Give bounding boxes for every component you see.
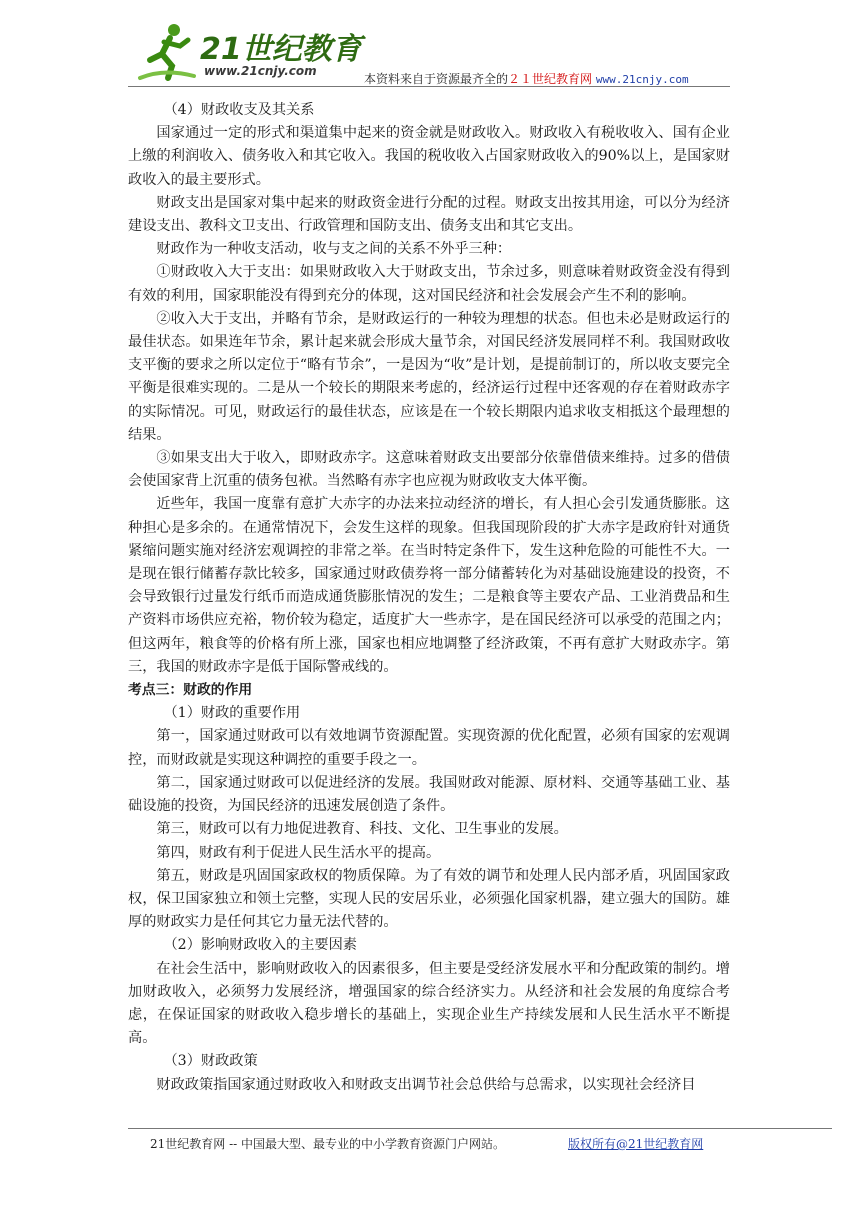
paragraph: 财政支出是国家对集中起来的财政资金进行分配的过程。财政支出按其用途，可以分为经济建设支出、教科文卫支出、行政管理和国防支出、债务支出和其它支出。 bbox=[128, 194, 730, 235]
paragraph: ②收入大于支出，并略有节余，是财政运行的一种较为理想的状态。但也未必是财政运行的最佳状态。如果连年节余，累计起来就会形成大量节余，对国民经济发展同样不利。我国财政收支平衡的要求之所以定位于“略有节余”，一是因为“收”是计划，是提前制订的，所以收支要完全平衡是很难实现的。二是从一个较长的期限来考虑的，经济运行过程中还客观的存在着财政赤字的实际情况。可见，财政运行的最佳状态，应该是在一个较长期限内追求收支相抵这个最理想的结果。 bbox=[128, 310, 730, 443]
header-note-site-name[interactable]: ２１世纪教育网 bbox=[508, 72, 593, 86]
paragraph: 近些年，我国一度靠有意扩大赤字的办法来拉动经济的增长，有人担心会引发通货膨胀。这种担心是多余的。在通常情况下，会发生这样的现象。但我国现阶段的扩大赤字是政府针对通货紧缩问题实施对经济宏观调控的非常之举。在当时特定条件下，发生这种危险的可能性不大。一是现在银行储蓄存款比较多，国家通过财政债券将一部分储蓄转化为对基础设施建设的投资，不会导致银行过量发行纸币而造成通货膨胀情况的发生；二是粮食等主要农产品、工业消费品和生产资料市场供应充裕，物价较为稳定，适度扩大一些赤字，是在国民经济可以承受的范围之内；但这两年，粮食等的价格有所上涨，国家也相应地调整了经济政策，不再有意扩大财政赤字。第三，我国的财政赤字是低于国际警戒线的。 bbox=[128, 496, 730, 675]
subsection-heading: （1）财政的重要作用 bbox=[163, 705, 301, 722]
paragraph: 第三，财政可以有力地促进教育、科技、文化、卫生事业的发展。 bbox=[156, 821, 568, 838]
paragraph: 第四，财政有利于促进人民生活水平的提高。 bbox=[156, 844, 441, 861]
paragraph: 财政作为一种收支活动，收与支之间的关系不外乎三种： bbox=[156, 241, 512, 258]
site-logo[interactable] bbox=[134, 18, 364, 88]
header-note-url[interactable]: www.21cnjy.com bbox=[595, 73, 689, 86]
paragraph: ③如果支出大于收入，即财政赤字。这意味着财政支出要部分依靠借债来维持。过多的借债会使国家背上沉重的债务包袱。当然略有赤字也应视为财政收支大体平衡。 bbox=[128, 450, 730, 490]
paragraph: 国家通过一定的形式和渠道集中起来的资金就是财政收入。财政收入有税收收入、国有企业上缴的利润收入、债务收入和其它收入。我国的税收收入占国家财政收入的90%以上，是国家财政收入的最主要形式。 bbox=[128, 125, 730, 188]
footer-text: 21世纪教育网 -- 中国最大型、最专业的中小学教育资源门户网站。 bbox=[150, 1137, 506, 1151]
paragraph: 财政政策指国家通过财政收入和财政支出调节社会总供给与总需求，以实现社会经济目 bbox=[156, 1076, 696, 1093]
document-body bbox=[128, 99, 730, 1097]
header-note-prefix: 本资料来自于资源最齐全的 bbox=[364, 72, 509, 86]
running-figure-icon bbox=[134, 20, 198, 84]
paragraph: ①财政收入大于支出：如果财政收入大于财政支出，节余过多，则意味着财政资金没有得到有效的利用，国家职能没有得到充分的体现，这对国民经济和社会发展会产生不利的影响。 bbox=[128, 264, 730, 304]
header-divider bbox=[128, 86, 730, 87]
paragraph: 第二，国家通过财政可以促进经济的发展。我国财政对能源、原材料、交通等基础工业、基础设施的投资，为国民经济的迅速发展创造了条件。 bbox=[128, 774, 730, 815]
subsection-heading: （3）财政政策 bbox=[163, 1053, 258, 1070]
paragraph: 在社会生活中，影响财政收入的因素很多，但主要是受经济发展水平和分配政策的制约。增加财政收入，必须努力发展经济，增强国家的综合经济实力。从经济和社会发展的角度综合考虑，在保证国家的财政收入稳步增长的基础上，实现企业生产持续发展和人民生活水平不断提高。 bbox=[128, 960, 730, 1047]
footer-divider bbox=[128, 1128, 832, 1129]
logo-title: 21世纪教育 bbox=[200, 32, 362, 67]
header-note bbox=[364, 70, 689, 87]
page-header bbox=[128, 18, 728, 88]
footer-copyright-link[interactable]: 版权所有@21世纪教育网 bbox=[568, 1137, 704, 1151]
subsection-heading: （2）影响财政收入的主要因素 bbox=[163, 937, 357, 954]
logo-url: www.21cnjy.com bbox=[204, 64, 317, 78]
paragraph: 第一，国家通过财政可以有效地调节资源配置。实现资源的优化配置，必须有国家的宏观调控，而财政就是实现这种调控的重要手段之一。 bbox=[128, 728, 730, 768]
paragraph: 第五，财政是巩固国家政权的物质保障。为了有效的调节和处理人民内部矛盾，巩固国家政权，保卫国家独立和领土完整，实现人民的安居乐业，必须强化国家机器，建立强大的国防。雄厚的财政实力是任何其它力量无法代替的。 bbox=[128, 867, 730, 931]
section-heading: 考点三：财政的作用 bbox=[128, 682, 253, 699]
subsection-heading: （4）财政收支及其关系 bbox=[163, 102, 315, 118]
